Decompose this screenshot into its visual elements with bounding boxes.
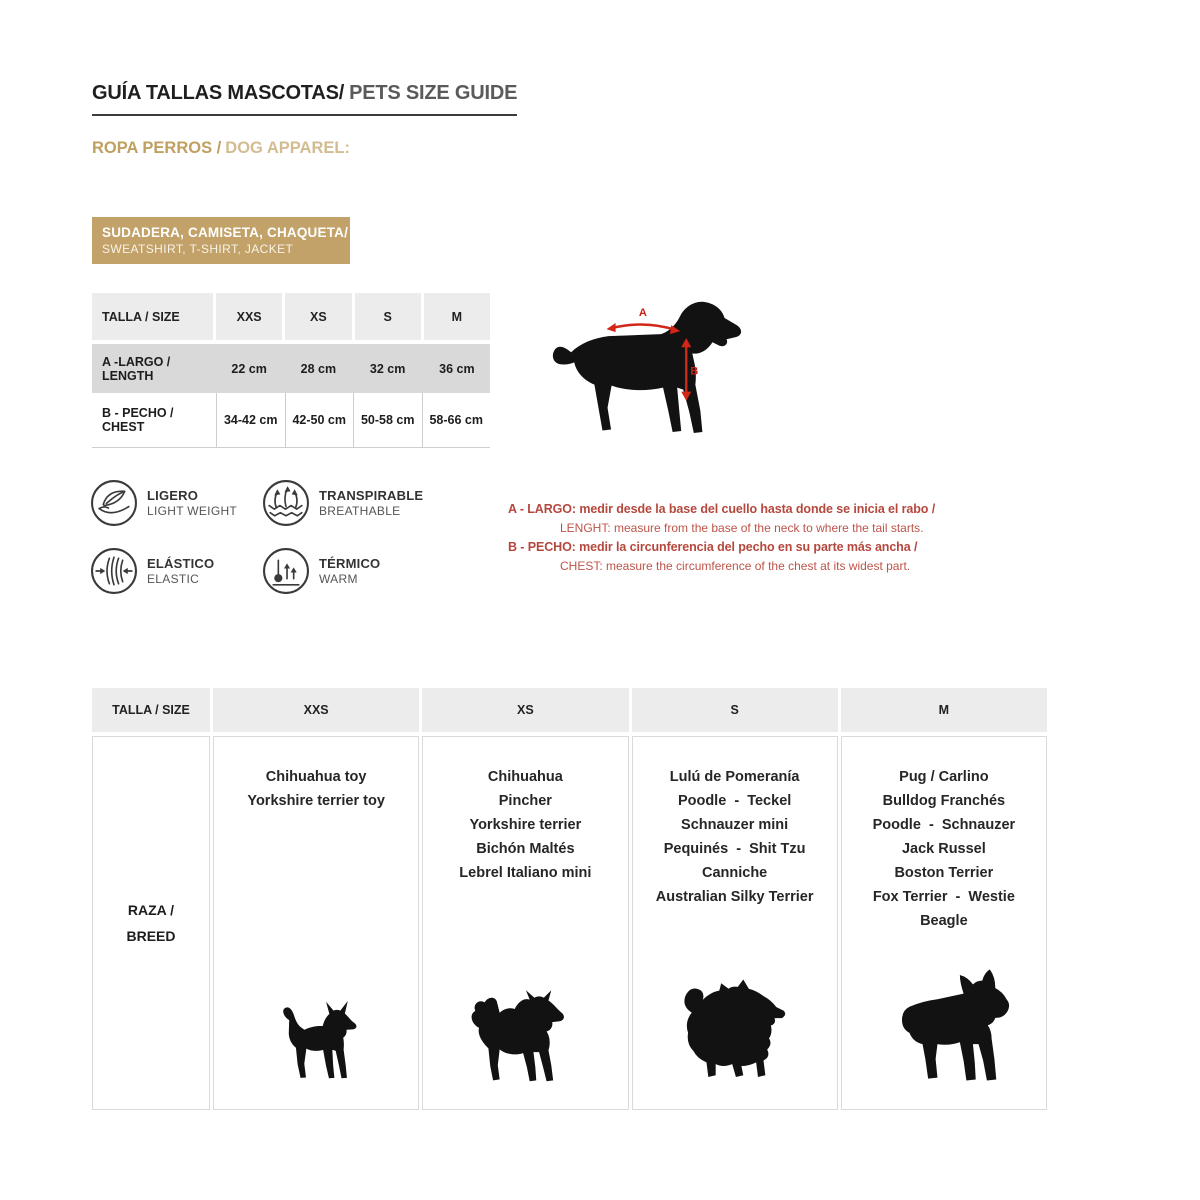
breed-table-header — [92, 688, 1047, 732]
arrow-b-label: B — [690, 365, 699, 378]
size-table — [92, 293, 490, 448]
page-title-es: GUÍA TALLAS MASCOTAS/ — [92, 82, 345, 104]
feature-warm-en: WARM — [319, 571, 358, 586]
feature-list — [90, 479, 502, 595]
feature-lightweight — [90, 479, 262, 527]
breed-header-s: S — [632, 688, 838, 732]
row-chest-label: B - PECHO / CHEST — [102, 406, 174, 434]
breed-table — [92, 688, 1047, 1110]
breed-header-xxs: XXS — [213, 688, 419, 732]
breed-item: Yorkshire terrier — [469, 817, 582, 833]
long-haired-chihuahua-silhouette — [464, 990, 586, 1089]
chest-s: 50-58 cm — [353, 393, 422, 447]
breed-item: Lebrel Italiano mini — [459, 865, 592, 881]
breed-item: Bulldog Franchés — [882, 793, 1006, 809]
feature-lightweight-en: LIGHT WEIGHT — [147, 503, 238, 518]
row-length-label: A -LARGO / LENGTH — [102, 354, 171, 383]
section-subtitle — [92, 139, 350, 158]
breed-item: Poodle - Teckel — [677, 793, 792, 809]
size-table-header — [92, 293, 490, 340]
breed-row-label-cell — [92, 736, 210, 1110]
breed-item: Chihuahua toy — [265, 769, 367, 785]
breed-item: Chihuahua — [487, 769, 563, 785]
raza-line2: BREED — [126, 928, 176, 944]
size-table-header-label: TALLA / SIZE — [92, 293, 213, 340]
breed-cell-m — [841, 736, 1047, 1110]
breed-header-label: TALLA / SIZE — [92, 688, 210, 732]
banner-line2: SWEATSHIRT, T-SHIRT, JACKET — [102, 242, 294, 256]
chest-xxs: 34-42 cm — [216, 393, 285, 447]
breed-item: Schnauzer mini — [681, 817, 789, 833]
breed-cell-xs — [422, 736, 628, 1110]
raza-line1: RAZA / — [127, 902, 175, 918]
elastic-icon — [90, 547, 138, 595]
banner-line1: SUDADERA, CAMISETA, CHAQUETA/ — [102, 225, 349, 240]
breed-item: Beagle — [920, 913, 968, 929]
feature-breathable-es: TRANSPIRABLE — [319, 488, 424, 503]
breed-item: Canniche — [701, 865, 768, 881]
thermometer-icon — [262, 547, 310, 595]
breed-item: Poodle - Schnauzer — [872, 817, 1016, 833]
breed-item: Pug / Carlino — [899, 769, 989, 785]
feature-breathable — [262, 479, 502, 527]
labrador-silhouette — [548, 296, 770, 451]
note-a-text: medir desde la base del cuello hasta donde se inicia el rabo / — [579, 502, 936, 516]
note-b-sub: CHEST: measure the circumference of the chest at its widest part. — [560, 559, 911, 573]
feature-warm-es: TÉRMICO — [319, 556, 381, 571]
note-a-line — [508, 500, 978, 519]
size-table-row-length — [92, 344, 490, 393]
note-b-text: medir la circunferencia del pecho en su parte más ancha / — [579, 540, 918, 554]
subtitle-en: DOG APPAREL: — [225, 139, 350, 157]
length-xs: 28 cm — [300, 361, 337, 376]
measurement-diagram — [548, 296, 770, 451]
breed-item: Bichón Maltés — [476, 841, 575, 857]
size-table-header-xs: XS — [285, 293, 351, 340]
category-banner — [92, 217, 350, 264]
feature-elastic — [90, 547, 262, 595]
feature-elastic-es: ELÁSTICO — [147, 556, 215, 571]
chest-m: 58-66 cm — [422, 393, 491, 447]
breed-item: Yorkshire terrier toy — [247, 793, 385, 809]
breed-item: Pequinés - Shit Tzu — [663, 841, 806, 857]
size-table-row-chest — [92, 393, 490, 448]
length-s: 32 cm — [369, 361, 406, 376]
subtitle-es: ROPA PERROS / — [92, 139, 222, 157]
breed-cell-s — [632, 736, 838, 1110]
measurement-notes — [508, 500, 978, 576]
size-table-header-m: M — [424, 293, 490, 340]
breed-header-xs: XS — [422, 688, 628, 732]
breed-item: Australian Silky Terrier — [655, 889, 814, 905]
feature-warm — [262, 547, 502, 595]
note-a-sub: LENGHT: measure from the base of the neck to where the tail starts. — [560, 521, 924, 535]
size-table-header-s: S — [355, 293, 421, 340]
size-table-header-xxs: XXS — [216, 293, 282, 340]
breed-cell-xxs — [213, 736, 419, 1110]
feature-lightweight-es: LIGERO — [147, 488, 199, 503]
note-b-prefix: B - PECHO: — [508, 540, 576, 554]
feature-breathable-en: BREATHABLE — [319, 503, 401, 518]
arrow-a-label: A — [638, 306, 647, 319]
chest-xs: 42-50 cm — [285, 393, 354, 447]
french-bulldog-silhouette — [874, 969, 1014, 1093]
breed-table-body — [92, 736, 1047, 1110]
length-m: 36 cm — [439, 361, 475, 376]
breed-item: Fox Terrier - Westie — [872, 889, 1015, 905]
breed-header-m: M — [841, 688, 1047, 732]
chihuahua-silhouette — [270, 989, 362, 1089]
pomeranian-silhouette — [666, 974, 804, 1089]
note-b-line — [508, 538, 978, 557]
breed-item: Jack Russel — [901, 841, 986, 857]
length-xxs: 22 cm — [231, 361, 267, 376]
page-title — [92, 82, 517, 116]
feather-hand-icon — [90, 479, 138, 527]
breed-item: Pincher — [498, 793, 552, 809]
breed-item: Boston Terrier — [894, 865, 994, 881]
page-title-en: PETS SIZE GUIDE — [349, 82, 518, 104]
breathable-icon — [262, 479, 310, 527]
note-a-prefix: A - LARGO: — [508, 502, 576, 516]
breed-item: Lulú de Pomeranía — [669, 769, 800, 785]
feature-elastic-en: ELASTIC — [147, 571, 200, 586]
